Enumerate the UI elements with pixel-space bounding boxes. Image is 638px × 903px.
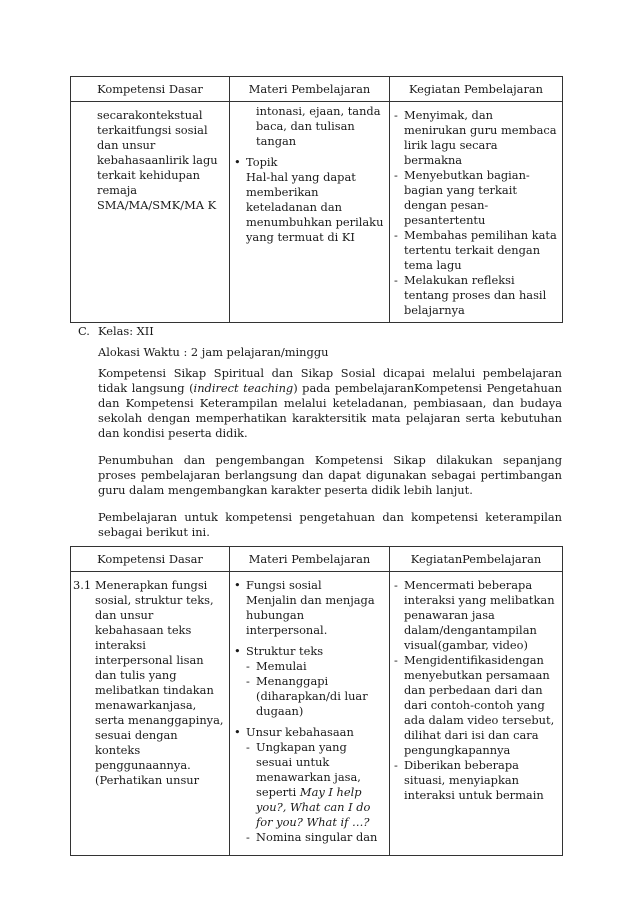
materi-cell <box>230 102 390 323</box>
kegiatan-cell <box>390 572 563 856</box>
kd-number: 3.1 <box>73 578 92 592</box>
list-item: - Melakukan refleksi tentang proses dan hasil belajarnya <box>394 273 558 318</box>
table-continuation <box>70 76 563 323</box>
table-row <box>71 572 563 856</box>
header-materi: Materi Pembelajaran <box>230 547 390 572</box>
list-item: - Membahas pemilihan kata tertentu terkait dengan tema lagu <box>394 228 558 273</box>
alokasi-waktu: Alokasi Waktu : 2 jam pelajaran/minggu <box>98 345 329 359</box>
paragraph-1: Kompetensi Sikap Spiritual dan Sikap Sosial dicapai melalui pembelajaran tidak langsung (indirect teaching) pada pembelajaranKompetensi Pengetahuan dan Kompetensi Keterampilan melalui keteladanan, pembiasaan, dan budaya sekolah dengan memperhatikan karaktersitik mata pelajaran serta kebutuhan dan kondisi peserta didik. <box>98 366 563 440</box>
header-kegiatan: Kegiatan Pembelajaran <box>390 77 563 102</box>
kelas-label: Kelas: XII <box>98 324 154 338</box>
table-row <box>71 102 563 323</box>
paragraph-3: Pembelajaran untuk kompetensi pengetahuan dan kompetensi keterampilan sebagai berikut ini. <box>98 510 562 539</box>
list-item: - Diberikan beberapa situasi, menyiapkan interaksi untuk bermain <box>394 758 558 803</box>
list-item: - Menyimak, dan menirukan guru membaca lirik lagu secara bermakna <box>394 108 558 168</box>
kegiatan-cell <box>390 102 563 323</box>
unsur-kebahasaan-item <box>234 725 385 845</box>
list-item: - Menyebutkan bagian-bagian yang terkait dengan pesan-pesantertentu <box>394 168 558 228</box>
kd-cell <box>71 102 230 323</box>
table-header-row <box>71 77 563 102</box>
list-item: - Mengidentifikasidengan menyebutkan persamaan dan perbedaan dari dan dari contoh-contoh yang ada dalam video tersebut, dilihat dari isi dan cara pengungkapannya <box>394 653 558 758</box>
header-kompetensi-dasar: Kompetensi Dasar <box>71 547 230 572</box>
kd-text: secarakontekstual terkaitfungsi sosial dan unsur kebahasaanlirik lagu terkait kehidupan remaja SMA/MA/SMK/MA K <box>97 108 218 212</box>
list-item: - Ungkapan yang sesuai untuk menawarkan jasa, seperti May I help you?, What can I do for you? What if …? <box>246 740 385 830</box>
fungsi-label: Fungsi sosial <box>246 578 322 592</box>
list-item: - Nomina singular dan <box>246 830 385 845</box>
fungsi-text: Menjalin dan menjaga hubungan interpersonal. <box>246 593 375 637</box>
materi-continuation: intonasi, ejaan, tanda baca, dan tulisan tangan <box>256 104 381 148</box>
struktur-teks-item <box>234 644 385 719</box>
topik-item <box>234 155 385 245</box>
list-item: - Memulai <box>246 659 385 674</box>
list-item: - Mencermati beberapa interaksi yang melibatkan penawaran jasa dalam/dengantampilan visual(gambar, video) <box>394 578 558 653</box>
section-letter: C. <box>78 324 90 338</box>
header-materi: Materi Pembelajaran <box>230 77 390 102</box>
section-c <box>78 324 562 540</box>
struktur-label: Struktur teks <box>246 644 324 658</box>
materi-cell <box>230 572 390 856</box>
topik-text: Hal-hal yang dapat memberikan keteladanan dan menumbuhkan perilaku yang termuat di KI <box>246 170 384 244</box>
table-kelas-xii <box>70 546 563 856</box>
topik-label: Topik <box>246 155 278 169</box>
paragraph-2: Penumbuhan dan pengembangan Kompetensi Sikap dilakukan sepanjang proses pembelajaran berlangsung dan dapat digunakan sebagai pertimbangan guru dalam mengembangkan karakter peserta didik lebih lanjut. <box>98 453 562 497</box>
list-item: - Menanggapi (diharapkan/di luar dugaan) <box>246 674 385 719</box>
header-kompetensi-dasar: Kompetensi Dasar <box>71 77 230 102</box>
fungsi-sosial-item <box>234 578 385 638</box>
table-header-row <box>71 547 563 572</box>
header-kegiatan: KegiatanPembelajaran <box>390 547 563 572</box>
kd-text: Menerapkan fungsi sosial, struktur teks, dan unsur kebahasaan teks interaksi interpersonal lisan dan tulis yang melibatkan tindakan menawarkanjasa, serta menanggapinya, sesuai dengan konteks penggunaannya. (Perhatikan unsur <box>95 578 224 787</box>
kd-cell <box>71 572 230 856</box>
unsur-label: Unsur kebahasaan <box>246 725 354 739</box>
